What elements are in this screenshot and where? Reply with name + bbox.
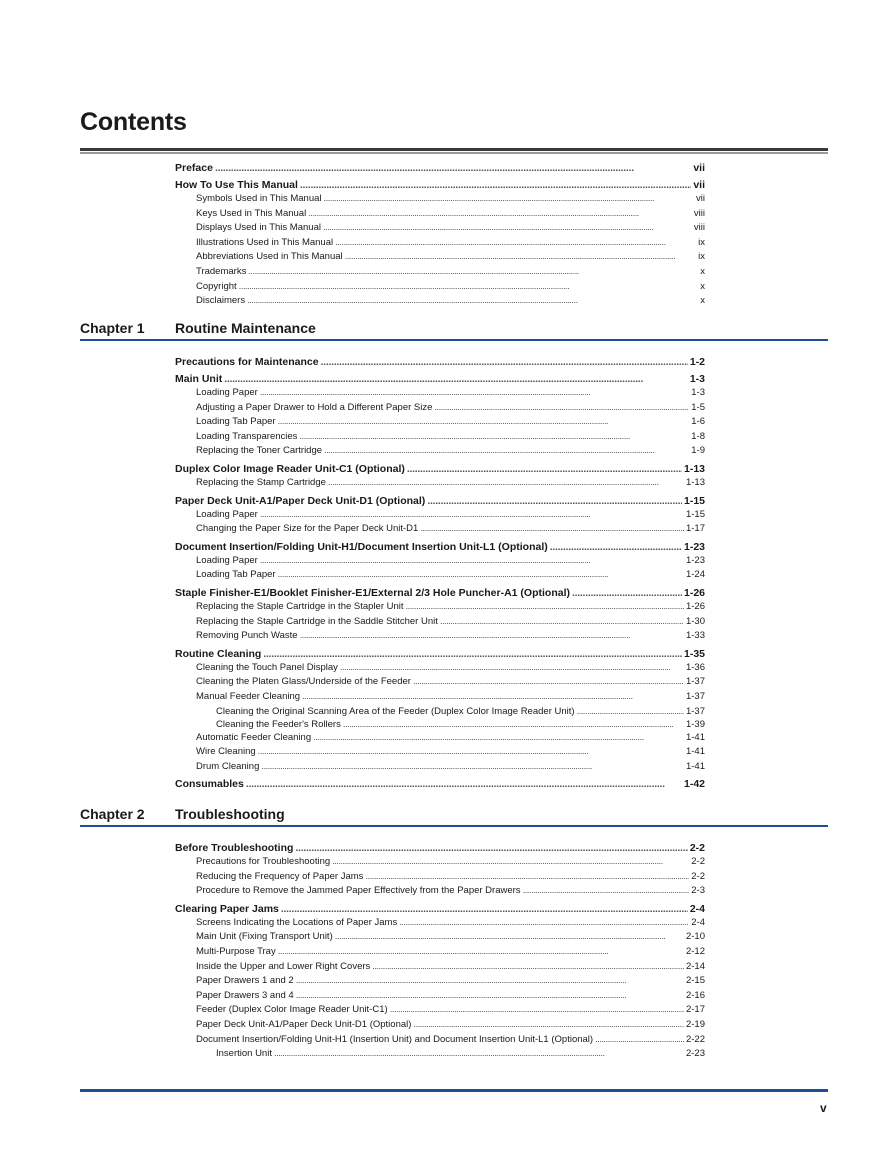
toc-entry-page: vii bbox=[696, 193, 705, 204]
toc-entry-page: 1-17 bbox=[685, 523, 705, 535]
chapter-rule bbox=[80, 825, 828, 827]
leader-dots bbox=[440, 615, 684, 630]
toc-entry-page: 2-15 bbox=[685, 975, 705, 987]
toc-entry-title: Inside the Upper and Lower Right Covers bbox=[196, 960, 371, 972]
leader-dots bbox=[260, 554, 684, 569]
toc-entry-page: 1-23 bbox=[683, 540, 705, 553]
toc-entry-page: 1-8 bbox=[691, 430, 705, 442]
leader-dots bbox=[335, 236, 696, 251]
toc-entry[interactable] bbox=[175, 522, 705, 537]
toc-entry-title: Routine Cleaning bbox=[175, 647, 262, 660]
toc-entry[interactable] bbox=[175, 372, 705, 386]
leader-dots bbox=[335, 930, 684, 945]
toc-entry[interactable] bbox=[175, 870, 705, 885]
toc-entry[interactable] bbox=[175, 945, 705, 960]
toc-entry-title: Replacing the Stamp Cartridge bbox=[196, 476, 326, 488]
toc-entry-page: 1-3 bbox=[689, 373, 705, 385]
toc-entry-title: Trademarks bbox=[196, 265, 247, 277]
toc-entry-title: Clearing Paper Jams bbox=[175, 902, 279, 915]
leader-dots bbox=[324, 192, 695, 207]
toc-entry-page: 1-26 bbox=[685, 600, 705, 612]
toc-entry-page: 2-2 bbox=[691, 856, 705, 867]
toc-entry[interactable] bbox=[175, 884, 705, 899]
leader-dots bbox=[248, 265, 698, 280]
leader-dots bbox=[296, 974, 684, 989]
toc-entry-title: Loading Tab Paper bbox=[196, 569, 276, 581]
toc-entry-page: 2-22 bbox=[685, 1033, 705, 1045]
toc-entry-page: 1-37 bbox=[685, 676, 705, 688]
toc-entry[interactable] bbox=[175, 1047, 705, 1060]
toc-entry-page: 1-24 bbox=[685, 569, 705, 581]
toc-entry-title: Main Unit (Fixing Transport Unit) bbox=[196, 931, 333, 943]
chapter-title: Routine Maintenance bbox=[175, 320, 316, 336]
toc-entry-title: Duplex Color Image Reader Unit-C1 (Optional) bbox=[175, 462, 405, 475]
toc-entry[interactable] bbox=[175, 161, 705, 175]
leader-dots bbox=[224, 372, 688, 386]
toc-entry-page: 2-2 bbox=[691, 870, 705, 882]
leader-dots bbox=[239, 280, 699, 295]
toc-entry-page: 1-37 bbox=[685, 705, 705, 717]
toc-entry-title: Cleaning the Feeder's Rollers bbox=[216, 718, 341, 730]
chapter-title: Troubleshooting bbox=[175, 806, 285, 822]
toc-entry-title: How To Use This Manual bbox=[175, 179, 298, 191]
leader-dots bbox=[332, 855, 689, 870]
toc-entry[interactable] bbox=[175, 444, 705, 459]
toc-entry[interactable] bbox=[175, 718, 705, 731]
toc-entry-title: Main Unit bbox=[175, 373, 223, 385]
toc-entry[interactable] bbox=[175, 690, 705, 705]
toc-entry-page: 1-5 bbox=[691, 401, 705, 413]
leader-dots bbox=[278, 945, 684, 960]
leader-dots bbox=[281, 902, 688, 916]
toc-entry[interactable] bbox=[175, 902, 705, 916]
toc-entry-page: vii bbox=[693, 179, 705, 191]
leader-dots bbox=[420, 522, 684, 537]
leader-dots bbox=[328, 476, 684, 491]
leader-dots bbox=[274, 1047, 684, 1060]
leader-dots bbox=[324, 444, 689, 459]
toc-entry-page: vii bbox=[693, 162, 705, 174]
leader-dots bbox=[390, 1003, 684, 1018]
chapter-label: Chapter 2 bbox=[80, 806, 145, 822]
toc-entry[interactable] bbox=[175, 841, 705, 855]
toc-entry-page: viii bbox=[693, 222, 705, 234]
toc-entry-title: Paper Deck Unit-A1/Paper Deck Unit-D1 (Optional) bbox=[196, 1018, 412, 1030]
leader-dots bbox=[343, 718, 684, 731]
toc-entry[interactable] bbox=[175, 401, 705, 416]
toc-entry-page: 1-30 bbox=[685, 615, 705, 627]
leader-dots bbox=[215, 161, 691, 175]
toc-entry-page: 2-23 bbox=[685, 1048, 705, 1060]
toc-entry-page: 1-41 bbox=[685, 760, 705, 772]
toc-entry-title: Loading Paper bbox=[196, 554, 258, 566]
leader-dots bbox=[261, 760, 684, 775]
leader-dots bbox=[365, 870, 689, 885]
toc-entry-title: Replacing the Staple Cartridge in the Stapler Unit bbox=[196, 600, 404, 612]
toc-entry-page: 2-4 bbox=[689, 902, 705, 915]
toc-entry-title: Document Insertion/Folding Unit-H1/Document Insertion Unit-L1 (Optional) bbox=[175, 540, 548, 553]
toc-entry-title: Procedure to Remove the Jammed Paper Effectively from the Paper Drawers bbox=[196, 885, 521, 897]
leader-dots bbox=[340, 661, 684, 676]
toc-entry[interactable] bbox=[175, 777, 705, 791]
toc-entry[interactable] bbox=[175, 192, 705, 207]
toc-entry[interactable] bbox=[175, 989, 705, 1004]
toc-entry-title: Replacing the Toner Cartridge bbox=[196, 445, 323, 457]
toc-entry[interactable] bbox=[175, 974, 705, 989]
leader-dots bbox=[572, 586, 682, 600]
toc-entry-page: 2-10 bbox=[685, 931, 705, 943]
toc-entry[interactable] bbox=[175, 930, 705, 945]
toc-entry-title: Paper Drawers 1 and 2 bbox=[196, 975, 294, 987]
toc-entry[interactable] bbox=[175, 540, 705, 554]
toc-entry-title: Removing Punch Waste bbox=[196, 630, 298, 642]
chapter-2-toc bbox=[175, 838, 705, 1060]
leader-dots bbox=[399, 916, 689, 931]
leader-dots bbox=[434, 401, 689, 416]
toc-entry[interactable] bbox=[175, 760, 705, 775]
toc-entry-page: 1-35 bbox=[683, 647, 705, 660]
toc-entry[interactable] bbox=[175, 386, 705, 401]
leader-dots bbox=[299, 430, 689, 445]
toc-entry[interactable] bbox=[175, 280, 705, 295]
toc-entry-page: 1-41 bbox=[685, 731, 705, 743]
toc-entry-page: 1-15 bbox=[683, 494, 705, 507]
chapter-label: Chapter 1 bbox=[80, 320, 145, 336]
toc-entry[interactable] bbox=[175, 615, 705, 630]
toc-entry[interactable] bbox=[175, 462, 705, 476]
page-title: Contents bbox=[80, 108, 187, 136]
toc-entry[interactable] bbox=[175, 415, 705, 430]
toc-entry-page: 1-9 bbox=[691, 445, 705, 457]
toc-entry-title: Feeder (Duplex Color Image Reader Unit-C1) bbox=[196, 1004, 388, 1016]
toc-entry[interactable] bbox=[175, 476, 705, 491]
toc-entry-title: Loading Paper bbox=[196, 387, 258, 398]
toc-entry[interactable] bbox=[175, 355, 705, 369]
leader-dots bbox=[308, 207, 692, 222]
toc-entry-page: x bbox=[700, 265, 705, 277]
toc-entry-title: Reducing the Frequency of Paper Jams bbox=[196, 870, 364, 882]
toc-entry-page: 1-42 bbox=[683, 778, 705, 791]
toc-entry[interactable] bbox=[175, 236, 705, 251]
title-rule-shadow bbox=[80, 152, 828, 154]
toc-entry-title: Drum Cleaning bbox=[196, 760, 260, 772]
toc-entry-page: 1-37 bbox=[685, 690, 705, 702]
leader-dots bbox=[247, 294, 698, 309]
leader-dots bbox=[406, 600, 684, 615]
toc-entry-title: Wire Cleaning bbox=[196, 746, 256, 758]
toc-entry-title: Abbreviations Used in This Manual bbox=[196, 251, 343, 263]
toc-entry-page: 2-17 bbox=[685, 1004, 705, 1016]
toc-entry-title: Manual Feeder Cleaning bbox=[196, 690, 301, 702]
toc-entry-page: 1-26 bbox=[683, 586, 705, 599]
leader-dots bbox=[407, 462, 682, 476]
toc-entry[interactable] bbox=[175, 745, 705, 760]
toc-entry-title: Disclaimers bbox=[196, 295, 246, 307]
toc-entry[interactable] bbox=[175, 647, 705, 661]
leader-dots bbox=[300, 629, 684, 644]
leader-dots bbox=[313, 731, 684, 746]
toc-entry[interactable] bbox=[175, 568, 705, 583]
toc-entry-page: 1-3 bbox=[691, 387, 705, 398]
leader-dots bbox=[302, 690, 684, 705]
toc-entry[interactable] bbox=[175, 250, 705, 265]
toc-entry-page: 1-6 bbox=[691, 416, 705, 428]
toc-entry-title: Staple Finisher-E1/Booklet Finisher-E1/External 2/3 Hole Puncher-A1 (Optional) bbox=[175, 586, 571, 599]
toc-entry-page: 1-2 bbox=[689, 356, 705, 368]
toc-entry[interactable] bbox=[175, 207, 705, 222]
toc-entry[interactable] bbox=[175, 430, 705, 445]
leader-dots bbox=[372, 960, 684, 975]
toc-entry[interactable] bbox=[175, 586, 705, 600]
toc-entry[interactable] bbox=[175, 554, 705, 569]
toc-entry-title: Changing the Paper Size for the Paper Deck Unit-D1 bbox=[196, 523, 419, 535]
toc-entry-title: Multi-Purpose Tray bbox=[196, 945, 276, 957]
toc-entry-page: x bbox=[700, 280, 705, 292]
toc-entry-title: Insertion Unit bbox=[216, 1048, 272, 1060]
toc-entry-page: 2-12 bbox=[685, 945, 705, 957]
toc-entry-title: Adjusting a Paper Drawer to Hold a Different Paper Size bbox=[196, 401, 433, 413]
toc-entry[interactable] bbox=[175, 494, 705, 508]
page-number: v bbox=[820, 1101, 827, 1115]
toc-entry-page: ix bbox=[698, 236, 705, 248]
toc-entry-title: Cleaning the Touch Panel Display bbox=[196, 661, 338, 673]
toc-entry-title: Illustrations Used in This Manual bbox=[196, 236, 334, 248]
leader-dots bbox=[595, 1033, 684, 1048]
toc-entry-page: 1-13 bbox=[683, 462, 705, 475]
toc-entry-title: Paper Deck Unit-A1/Paper Deck Unit-D1 (Optional) bbox=[175, 494, 426, 507]
toc-entry-title: Cleaning the Platen Glass/Underside of the Feeder bbox=[196, 676, 411, 688]
toc-entry-title: Cleaning the Original Scanning Area of the Feeder (Duplex Color Image Reader Unit) bbox=[216, 705, 575, 717]
toc-entry-page: 2-19 bbox=[685, 1018, 705, 1030]
toc-entry[interactable] bbox=[175, 731, 705, 746]
toc-entry[interactable] bbox=[175, 221, 705, 236]
toc-entry-title: Loading Paper bbox=[196, 508, 258, 520]
toc-entry[interactable] bbox=[175, 265, 705, 280]
toc-entry-title: Precautions for Troubleshooting bbox=[196, 856, 331, 867]
chapter-rule bbox=[80, 339, 828, 341]
toc-entry-title: Consumables bbox=[175, 778, 244, 791]
toc-entry-title: Displays Used in This Manual bbox=[196, 222, 321, 234]
toc-entry-title: Symbols Used in This Manual bbox=[196, 193, 322, 204]
leader-dots bbox=[345, 250, 697, 265]
leader-dots bbox=[258, 745, 684, 760]
toc-entry-page: 1-33 bbox=[685, 630, 705, 642]
footer-rule bbox=[80, 1089, 828, 1092]
toc-entry-page: 2-16 bbox=[685, 989, 705, 1001]
toc-entry-page: 2-14 bbox=[685, 960, 705, 972]
leader-dots bbox=[278, 568, 684, 583]
leader-dots bbox=[321, 355, 688, 369]
toc-entry-title: Paper Drawers 3 and 4 bbox=[196, 989, 294, 1001]
toc-entry[interactable] bbox=[175, 855, 705, 870]
leader-dots bbox=[523, 884, 690, 899]
preface-toc bbox=[175, 158, 705, 309]
toc-entry[interactable] bbox=[175, 600, 705, 615]
toc-entry[interactable] bbox=[175, 960, 705, 975]
leader-dots bbox=[278, 415, 690, 430]
toc-entry-title: Automatic Feeder Cleaning bbox=[196, 731, 312, 743]
leader-dots bbox=[550, 540, 682, 554]
toc-entry-page: 2-2 bbox=[689, 842, 705, 854]
toc-entry-title: Document Insertion/Folding Unit-H1 (Insertion Unit) and Document Insertion Unit-L1 (Optional) bbox=[196, 1033, 594, 1045]
toc-entry-title: Precautions for Maintenance bbox=[175, 356, 319, 368]
leader-dots bbox=[263, 647, 682, 661]
toc-entry[interactable] bbox=[175, 294, 705, 309]
toc-entry-page: x bbox=[700, 295, 705, 307]
leader-dots bbox=[260, 386, 689, 401]
leader-dots bbox=[300, 178, 691, 192]
toc-entry[interactable] bbox=[175, 675, 705, 690]
toc-entry[interactable] bbox=[175, 1003, 705, 1018]
toc-entry-title: Replacing the Staple Cartridge in the Saddle Stitcher Unit bbox=[196, 615, 438, 627]
toc-entry[interactable] bbox=[175, 1033, 705, 1048]
toc-entry[interactable] bbox=[175, 1018, 705, 1033]
chapter-1-toc bbox=[175, 352, 705, 791]
toc-entry[interactable] bbox=[175, 629, 705, 644]
toc-entry[interactable] bbox=[175, 178, 705, 192]
toc-entry-title: Keys Used in This Manual bbox=[196, 207, 307, 219]
toc-entry[interactable] bbox=[175, 661, 705, 676]
toc-entry-page: 1-23 bbox=[685, 554, 705, 566]
toc-entry-page: ix bbox=[698, 251, 705, 263]
toc-entry-page: 1-15 bbox=[685, 508, 705, 520]
leader-dots bbox=[427, 494, 682, 508]
toc-entry-title: Copyright bbox=[196, 280, 237, 292]
leader-dots bbox=[323, 221, 692, 236]
toc-entry-page: 1-13 bbox=[685, 476, 705, 488]
toc-entry-page: 2-4 bbox=[691, 916, 705, 928]
leader-dots bbox=[246, 777, 682, 791]
title-rule bbox=[80, 148, 828, 151]
toc-entry-page: 1-36 bbox=[685, 661, 705, 673]
toc-entry-page: viii bbox=[693, 207, 705, 219]
toc-entry-title: Before Troubleshooting bbox=[175, 842, 294, 854]
toc-entry-page: 1-41 bbox=[685, 746, 705, 758]
leader-dots bbox=[577, 705, 684, 718]
toc-entry-title: Preface bbox=[175, 162, 213, 174]
toc-entry[interactable] bbox=[175, 705, 705, 718]
toc-entry-title: Loading Tab Paper bbox=[196, 416, 276, 428]
toc-entry[interactable] bbox=[175, 916, 705, 931]
toc-entry-title: Screens Indicating the Locations of Paper Jams bbox=[196, 916, 398, 928]
toc-entry-page: 1-39 bbox=[685, 718, 705, 730]
toc-entry[interactable] bbox=[175, 508, 705, 523]
toc-entry-page: 2-3 bbox=[691, 885, 705, 897]
leader-dots bbox=[260, 508, 684, 523]
leader-dots bbox=[413, 1018, 684, 1033]
leader-dots bbox=[295, 841, 687, 855]
leader-dots bbox=[413, 675, 684, 690]
toc-entry-title: Loading Transparencies bbox=[196, 430, 298, 442]
leader-dots bbox=[296, 989, 684, 1004]
